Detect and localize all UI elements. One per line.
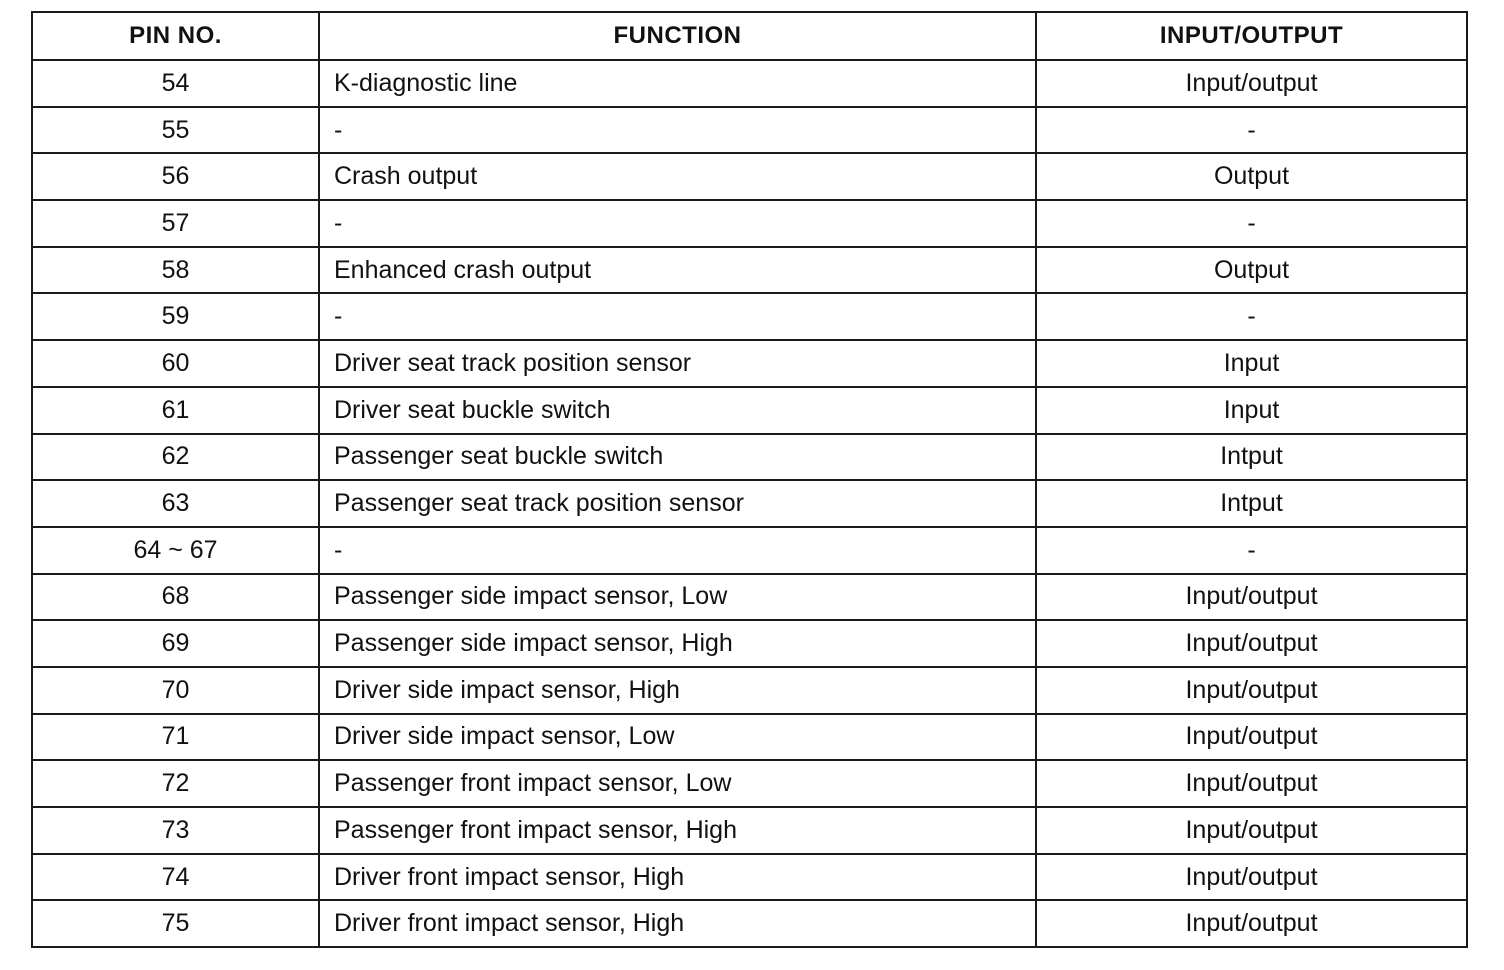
function-cell: Passenger side impact sensor, High	[319, 620, 1036, 667]
input-output-cell: -	[1036, 527, 1467, 574]
table-body	[32, 60, 1467, 947]
input-output-cell: Input/output	[1036, 667, 1467, 714]
pin-number-cell: 75	[32, 900, 319, 947]
pin-number-cell: 71	[32, 714, 319, 761]
pin-number-cell: 55	[32, 107, 319, 154]
input-output-cell: Input	[1036, 387, 1467, 434]
pin-number-cell: 56	[32, 153, 319, 200]
input-output-cell: Output	[1036, 247, 1467, 294]
function-cell: -	[319, 200, 1036, 247]
function-cell: -	[319, 107, 1036, 154]
pin-number-cell: 61	[32, 387, 319, 434]
header-function: FUNCTION	[319, 12, 1036, 60]
input-output-cell: Input/output	[1036, 854, 1467, 901]
input-output-cell: Input/output	[1036, 620, 1467, 667]
header-row	[32, 12, 1467, 60]
function-cell: K-diagnostic line	[319, 60, 1036, 107]
input-output-cell: Output	[1036, 153, 1467, 200]
header-pin-no: PIN NO.	[32, 12, 319, 60]
input-output-cell: Input/output	[1036, 900, 1467, 947]
table-row	[32, 667, 1467, 714]
input-output-cell: -	[1036, 107, 1467, 154]
function-cell: Passenger seat track position sensor	[319, 480, 1036, 527]
function-cell: -	[319, 293, 1036, 340]
table-row	[32, 153, 1467, 200]
table-row	[32, 434, 1467, 481]
pin-number-cell: 58	[32, 247, 319, 294]
pin-function-table	[31, 11, 1468, 948]
table-row	[32, 480, 1467, 527]
pin-number-cell: 70	[32, 667, 319, 714]
table-row	[32, 760, 1467, 807]
input-output-cell: Input	[1036, 340, 1467, 387]
pin-number-cell: 57	[32, 200, 319, 247]
function-cell: Driver seat buckle switch	[319, 387, 1036, 434]
function-cell: Driver seat track position sensor	[319, 340, 1036, 387]
function-cell: Passenger seat buckle switch	[319, 434, 1036, 481]
pin-number-cell: 64 ~ 67	[32, 527, 319, 574]
pin-number-cell: 72	[32, 760, 319, 807]
pin-number-cell: 63	[32, 480, 319, 527]
input-output-cell: -	[1036, 293, 1467, 340]
pin-number-cell: 60	[32, 340, 319, 387]
pin-number-cell: 73	[32, 807, 319, 854]
pin-number-cell: 69	[32, 620, 319, 667]
pin-number-cell: 74	[32, 854, 319, 901]
table-row	[32, 620, 1467, 667]
table-row	[32, 293, 1467, 340]
pin-number-cell: 62	[32, 434, 319, 481]
table-header	[32, 12, 1467, 60]
input-output-cell: Input/output	[1036, 574, 1467, 621]
table-row	[32, 247, 1467, 294]
input-output-cell: Intput	[1036, 480, 1467, 527]
table-row	[32, 200, 1467, 247]
function-cell: -	[319, 527, 1036, 574]
pin-number-cell: 54	[32, 60, 319, 107]
function-cell: Passenger front impact sensor, Low	[319, 760, 1036, 807]
input-output-cell: Input/output	[1036, 760, 1467, 807]
function-cell: Passenger front impact sensor, High	[319, 807, 1036, 854]
function-cell: Passenger side impact sensor, Low	[319, 574, 1036, 621]
table-row	[32, 387, 1467, 434]
table-row	[32, 714, 1467, 761]
header-input-output: INPUT/OUTPUT	[1036, 12, 1467, 60]
input-output-cell: Input/output	[1036, 714, 1467, 761]
function-cell: Crash output	[319, 153, 1036, 200]
function-cell: Enhanced crash output	[319, 247, 1036, 294]
input-output-cell: Intput	[1036, 434, 1467, 481]
function-cell: Driver front impact sensor, High	[319, 900, 1036, 947]
table-row	[32, 900, 1467, 947]
table-row	[32, 60, 1467, 107]
function-cell: Driver front impact sensor, High	[319, 854, 1036, 901]
pin-number-cell: 68	[32, 574, 319, 621]
input-output-cell: Input/output	[1036, 807, 1467, 854]
table-row	[32, 574, 1467, 621]
function-cell: Driver side impact sensor, High	[319, 667, 1036, 714]
table-row	[32, 854, 1467, 901]
input-output-cell: -	[1036, 200, 1467, 247]
table-row	[32, 527, 1467, 574]
table-row	[32, 807, 1467, 854]
pin-number-cell: 59	[32, 293, 319, 340]
input-output-cell: Input/output	[1036, 60, 1467, 107]
table-row	[32, 340, 1467, 387]
table-row	[32, 107, 1467, 154]
function-cell: Driver side impact sensor, Low	[319, 714, 1036, 761]
